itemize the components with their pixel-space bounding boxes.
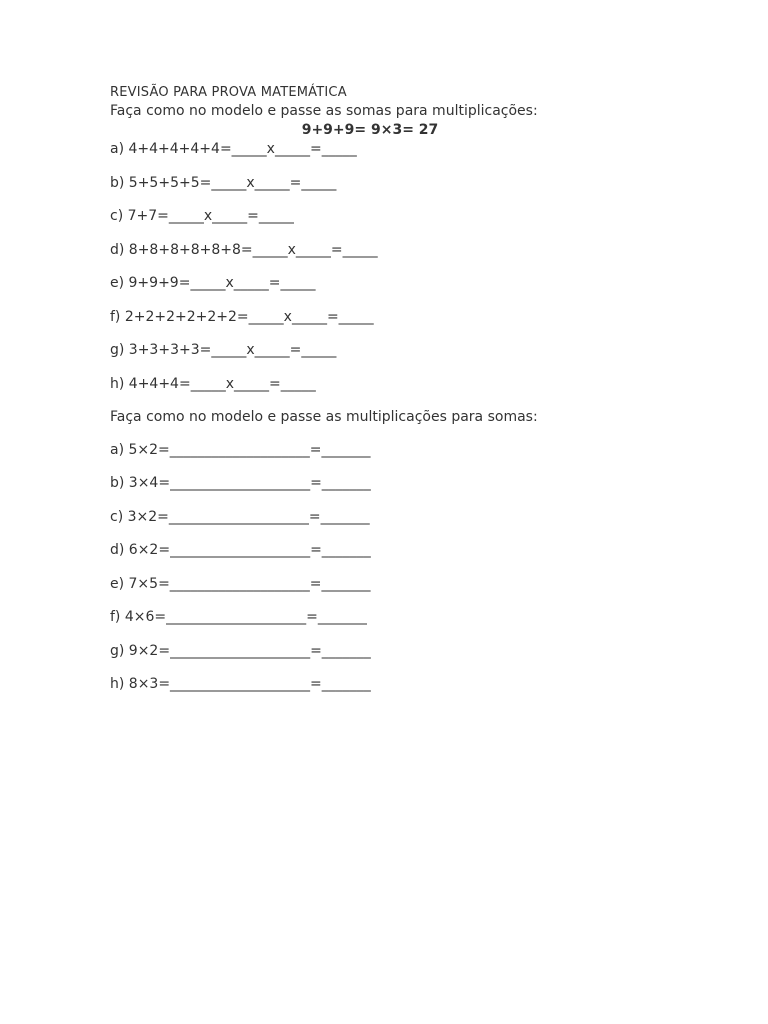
instruction-sums-to-multiplications: Faça como no modelo e passe as somas para multiplicações:	[110, 103, 538, 119]
exercise-item: c) 7+7=_____x_____=_____	[110, 208, 294, 224]
exercise-item: g) 9×2=____________________=_______	[110, 642, 371, 659]
exercise-item: c) 3×2=____________________=_______	[110, 508, 370, 525]
exercise-item: d) 8+8+8+8+8+8=_____x_____=_____	[110, 241, 378, 258]
exercise-list-multiplications	[110, 441, 730, 695]
exercise-item: e) 7×5=____________________=_______	[110, 575, 371, 592]
exercise-item: f) 4×6=____________________=_______	[110, 609, 367, 625]
exercise-item: a) 4+4+4+4+4=_____x_____=_____	[110, 141, 357, 157]
model-example: 9+9+9= 9×3= 27	[301, 122, 439, 138]
exercise-item: d) 6×2=____________________=_______	[110, 542, 371, 558]
exercise-item: h) 4+4+4=_____x_____=_____	[110, 375, 316, 392]
exercise-item: h) 8×3=____________________=_______	[110, 676, 371, 692]
instruction-multiplications-to-sums: Faça como no modelo e passe as multiplicações para somas:	[110, 408, 538, 425]
exercise-item: b) 3×4=____________________=_______	[110, 475, 371, 491]
exercise-list-sums	[110, 140, 730, 394]
exercise-item: a) 5×2=____________________=_______	[110, 441, 371, 458]
page-title: REVISÃO PARA PROVA MATEMÁTICA	[110, 85, 347, 100]
exercise-item: b) 5+5+5+5=_____x_____=_____	[110, 174, 337, 191]
exercise-item: f) 2+2+2+2+2+2=_____x_____=_____	[110, 308, 374, 325]
exercise-item: g) 3+3+3+3=_____x_____=_____	[110, 342, 337, 358]
exercise-item: e) 9+9+9=_____x_____=_____	[110, 275, 316, 291]
worksheet-content	[110, 84, 730, 709]
